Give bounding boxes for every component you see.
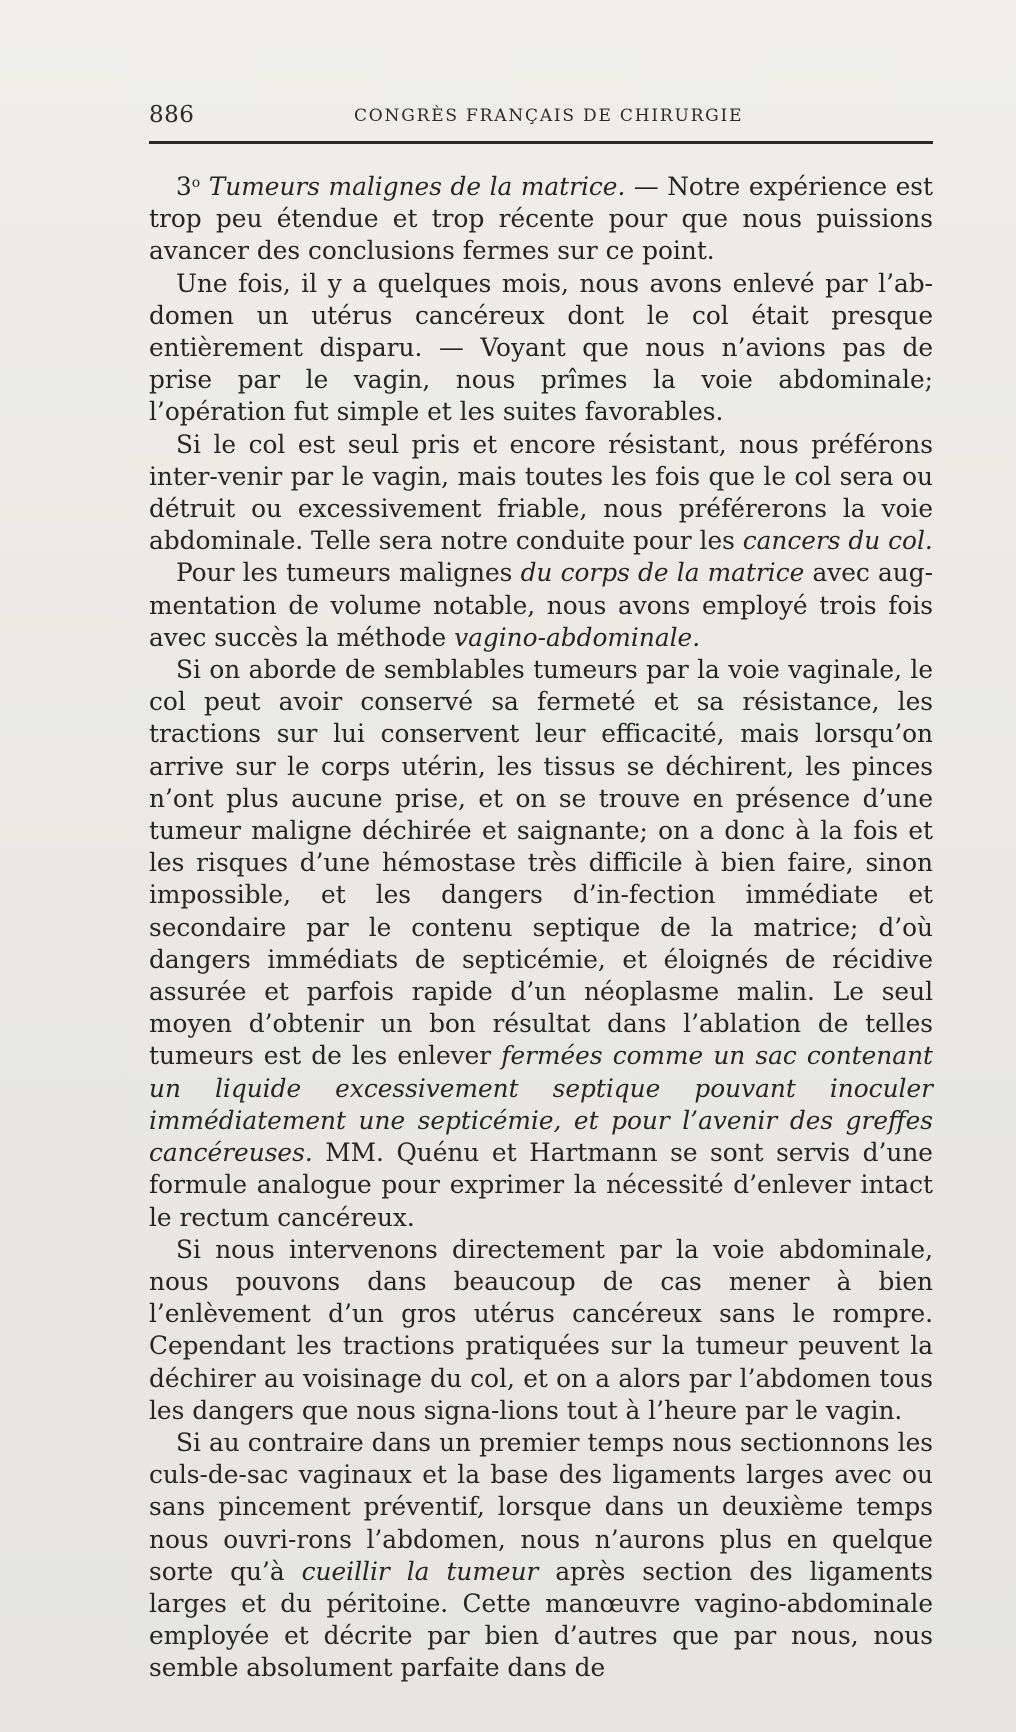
page-header bbox=[149, 96, 933, 140]
space bbox=[200, 172, 209, 201]
paragraph-text: Si nous intervenons directement par la voie abdominale, nous pouvons dans beaucoup de cas mener à bien l’enlèvement d’un gros utérus cancéreux sans le rompre. Cependant les tractions pratiquées sur la tumeur peuvent la déchirer au voisinage du col, et on a alors par l’abdomen tous les dangers que nous signa-lions tout à l’heure par le vagin. bbox=[149, 1234, 933, 1425]
paragraph-text: MM. Quénu et Hartmann se sont servis d’une formule analogue pour exprimer la nécessité d’enlever intact le rectum cancéreux. bbox=[149, 1138, 933, 1232]
emphasis-text: fermées comme un sac contenant un liquide excessivement septique pouvant inoculer immédiatement une septicémie, et pour l’avenir des greffes cancéreuses. bbox=[149, 1041, 933, 1168]
emphasis-text: vagino-abdominale. bbox=[454, 622, 701, 652]
emphasis-text: du corps de la matrice bbox=[520, 558, 805, 588]
paragraph-6 bbox=[149, 1234, 933, 1427]
paragraph-2 bbox=[149, 268, 933, 429]
body-text bbox=[149, 167, 933, 1685]
running-head: CONGRÈS FRANÇAIS DE CHIRURGIE bbox=[354, 106, 744, 126]
section-title: Tumeurs malignes de la matrice. bbox=[208, 172, 626, 201]
emphasis-text: cueillir la tumeur bbox=[301, 1556, 539, 1586]
paragraph-text: — Notre expérience est trop peu étendue et trop récente pour que nous puissions avancer des conclusions fermes sur ce point. bbox=[149, 172, 933, 266]
paragraph-text: Pour les tumeurs malignes bbox=[176, 558, 521, 588]
paragraph-5 bbox=[149, 654, 933, 1234]
paragraph-text: Une fois, il y a quelques mois, nous avons enlevé par l’ab-domen un utérus cancéreux dont le col était presque entièrement disparu. — Voyant que nous n’avions pas de prise par le vagin, nous prîmes la voie abdominale; l’opération fut simple et les suites favorables. bbox=[149, 268, 933, 427]
paragraph-4 bbox=[149, 557, 933, 654]
paragraph-7 bbox=[149, 1427, 933, 1685]
paragraph-1 bbox=[149, 167, 933, 268]
emphasis-text: cancers du col. bbox=[742, 526, 933, 556]
paragraph-text: Si on aborde de semblables tumeurs par la voie vaginale, le col peut avoir conservé sa fermeté et sa résistance, les tractions sur lui conservent leur efficacité, mais lorsqu’on arrive sur le corps utérin, les tissus se déchirent, les pinces n’ont plus aucune prise, et on se trouve en présence d’une tumeur maligne déchirée et saignante; on a donc à la fois et les risques d’une hémostase très difficile à bien faire, sinon impossible, et les dangers d’in-fection immédiate et secondaire par le contenu septique de la matrice; d’où dangers immédiats de septicémie, et éloignés de récidive assurée et parfois rapide d’un néoplasme malin. Le seul moyen d’obtenir un bon résultat dans l’ablation de telles tumeurs est de les enlever bbox=[149, 655, 933, 1071]
paragraph-text: avec aug-mentation de volume notable, nous avons employé trois fois avec succès la méthode bbox=[149, 558, 933, 652]
paragraph-text: après section des ligaments larges et du péritoine. Cette manœuvre vagino-abdominale employée et décrite par bien d’autres que par nous, nous semble absolument parfaite dans de bbox=[149, 1556, 933, 1683]
page-number: 886 bbox=[149, 102, 195, 128]
paragraph-text: Si au contraire dans un premier temps nous sectionnons les culs-de-sac vaginaux et la base des ligaments larges avec ou sans pincement préventif, lorsque dans un deuxième temps nous ouvri-rons l’abdomen, nous n’aurons plus en quelque sorte qu’à bbox=[149, 1427, 933, 1586]
paragraph-text: Si le col est seul pris et encore résistant, nous préférons inter-venir par le vagin, mais toutes les fois que le col sera ou détruit ou excessivement friable, nous préférerons la voie abdominale. Telle sera notre conduite pour les bbox=[149, 429, 933, 556]
book-page bbox=[149, 96, 933, 1683]
ordinal-marker: o bbox=[191, 175, 201, 191]
section-number: 3 bbox=[176, 172, 192, 201]
header-rule bbox=[149, 141, 933, 144]
paragraph-3 bbox=[149, 429, 933, 558]
